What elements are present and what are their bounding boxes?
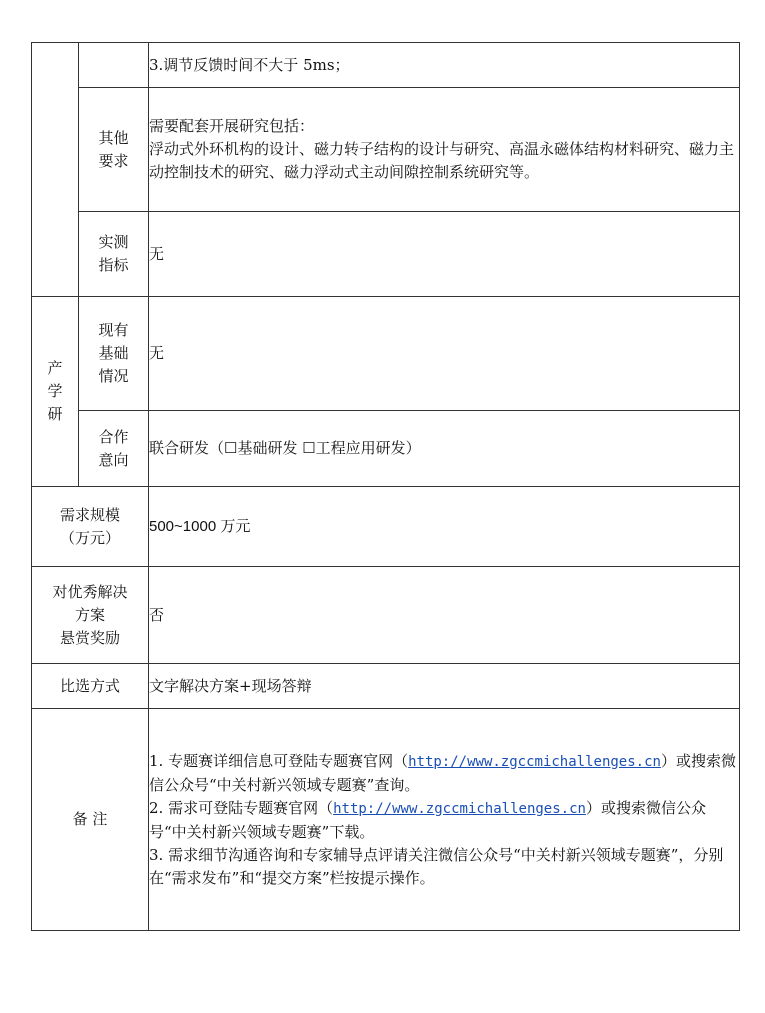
label-line: 产 [47, 359, 63, 377]
label-line: 情况 [98, 367, 129, 385]
label-line: 对优秀解决 [52, 582, 128, 601]
table-row [32, 411, 740, 487]
label-line: （万元） [59, 528, 120, 547]
demand-scale-label [32, 487, 149, 567]
table-row [32, 664, 740, 709]
cooperation-intention-value: 联合研发（☐基础研发 ☐工程应用研发） [149, 411, 740, 487]
remark-item-3: 3. 需求细节沟通咨询和专家辅导点评请关注微信公众号“中关村新兴领域专题赛”，分别在“需求发布”和“提交方案”栏按提示操作。 [149, 845, 724, 887]
industry-academia-research-label [32, 297, 79, 487]
other-requirements-label [79, 88, 149, 212]
remarks-value [149, 709, 740, 931]
selection-method-label: 比选方式 [32, 664, 149, 709]
other-intro: 需要配套开展研究包括： [149, 117, 315, 135]
remark-text: ）或搜索微信公众号“中关村新兴领域专题赛”下载。 [149, 798, 706, 841]
remark-text: 2. 需求可登陆专题赛官网（ [149, 798, 334, 817]
requirements-table [31, 42, 740, 931]
official-site-link[interactable]: http://www.zgccmichallenges.cn [333, 800, 586, 817]
label-line: 基础 [98, 344, 129, 362]
label-line: 研 [47, 405, 63, 423]
cooperation-intention-label [79, 411, 149, 487]
table-row [32, 297, 740, 411]
measured-indicators-value: 无 [149, 212, 740, 297]
label-line: 意向 [98, 450, 129, 469]
label-line: 现有 [98, 321, 129, 339]
label-line: 合作 [98, 427, 129, 446]
measured-indicators-label [79, 212, 149, 297]
demand-scale-value: 500~1000 万元 [149, 487, 740, 567]
label-line: 悬赏奖励 [59, 628, 120, 647]
reward-label [32, 567, 149, 664]
label-line: 学 [47, 382, 63, 400]
table-row [32, 567, 740, 664]
remarks-label: 备 注 [32, 709, 149, 931]
feedback-time-value: 3.调节反馈时间不大于 5ms； [149, 43, 740, 88]
remark-text: ）或搜索微信公众号“中关村新兴领域专题赛”查询。 [149, 751, 736, 794]
table-row [32, 43, 740, 88]
remark-text: 1. 专题赛详细信息可登陆专题赛官网（ [149, 751, 409, 770]
reward-value: 否 [149, 567, 740, 664]
table-row [32, 212, 740, 297]
empty-label-cell [79, 43, 149, 88]
table-row [32, 709, 740, 931]
existing-basis-label [79, 297, 149, 411]
remark-item-1 [149, 750, 739, 797]
official-site-link[interactable]: http://www.zgccmichallenges.cn [408, 753, 661, 770]
selection-method-value: 文字解决方案+现场答辩 [149, 664, 740, 709]
existing-basis-value: 无 [149, 297, 740, 411]
merged-left-cell [32, 43, 79, 297]
label-line: 其他 [98, 128, 129, 147]
other-body: 浮动式外环机构的设计、磁力转子结构的设计与研究、高温永磁体结构材料研究、磁力主动控制技术的研究、磁力浮动式主动间隙控制系统研究等。 [149, 140, 735, 181]
label-line: 实测 [98, 233, 129, 251]
table-row [32, 487, 740, 567]
label-line: 指标 [98, 256, 129, 274]
label-line: 要求 [98, 151, 129, 170]
other-requirements-value [149, 88, 740, 212]
table-row [32, 88, 740, 212]
remark-item-2 [149, 797, 739, 844]
label-line: 方案 [74, 605, 105, 624]
label-line: 需求规模 [59, 505, 120, 524]
